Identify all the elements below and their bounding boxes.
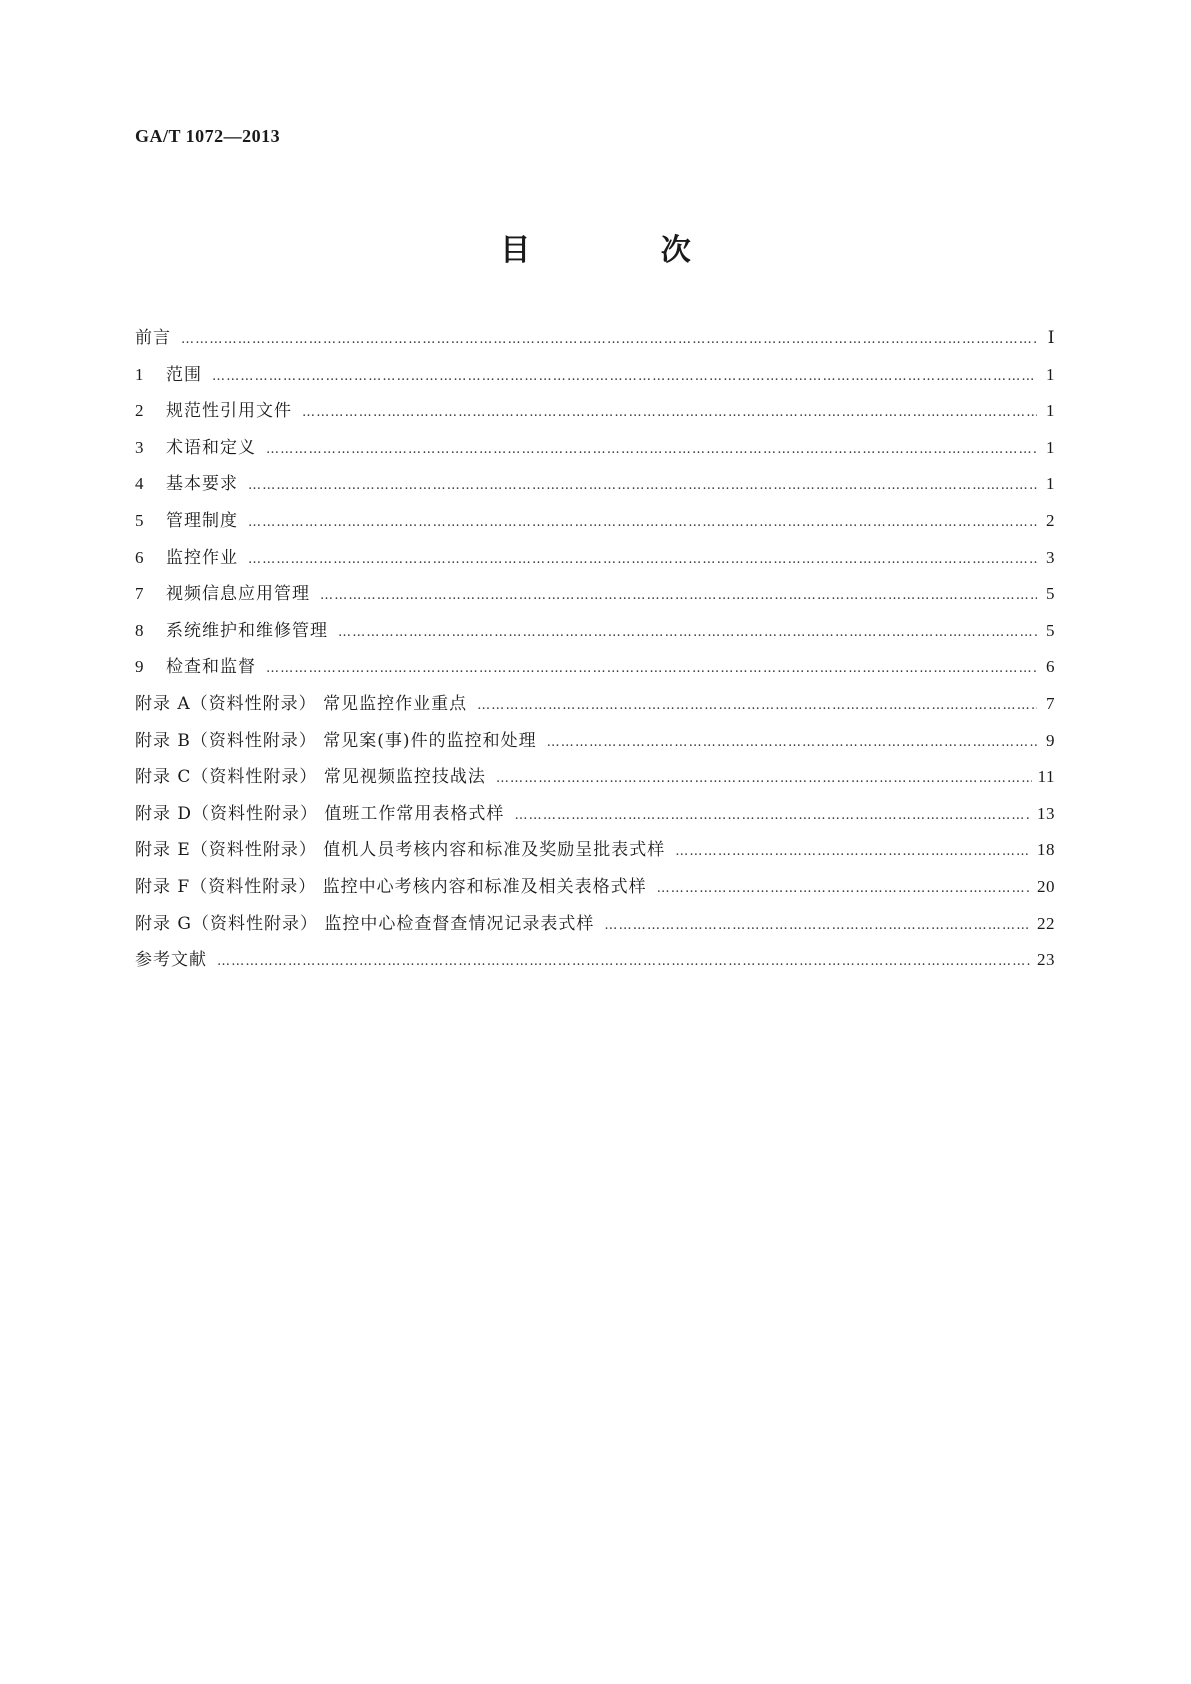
toc-dot-leader bbox=[675, 844, 1031, 859]
toc-entry-3[interactable] bbox=[135, 433, 1055, 470]
toc-entry-7[interactable] bbox=[135, 579, 1055, 616]
toc-dot-leader bbox=[248, 552, 1037, 567]
toc-entry-9[interactable] bbox=[135, 652, 1055, 689]
toc-entry-label: 附录 B（资料性附录） 常见案(事)件的监控和处理 bbox=[135, 730, 537, 751]
toc-dot-leader bbox=[266, 661, 1037, 676]
toc-entry-page: 1 bbox=[1046, 474, 1055, 494]
toc-entry-6[interactable] bbox=[135, 543, 1055, 580]
toc-entry-label: 系统维护和维修管理 bbox=[166, 620, 328, 641]
toc-entry-page: 1 bbox=[1046, 401, 1055, 421]
toc-entry-number: 1 bbox=[135, 364, 145, 384]
toc-entry-number: 8 bbox=[135, 620, 145, 640]
toc-dot-leader bbox=[302, 405, 1037, 420]
toc-dot-leader bbox=[212, 369, 1037, 384]
toc-dot-leader bbox=[514, 808, 1031, 823]
toc-entry-number: 6 bbox=[135, 547, 145, 567]
toc-entry-page: 20 bbox=[1037, 876, 1055, 896]
toc-entry-appendix-f[interactable] bbox=[135, 872, 1055, 909]
table-of-contents bbox=[135, 323, 1055, 982]
toc-entry-label: 术语和定义 bbox=[166, 437, 256, 458]
toc-entry-label: 参考文献 bbox=[135, 950, 207, 971]
toc-entry-page: 1 bbox=[1046, 364, 1055, 384]
toc-entry-number: 2 bbox=[135, 401, 145, 421]
toc-entry-label: 附录 G（资料性附录） 监控中心检查督查情况记录表式样 bbox=[135, 913, 595, 934]
toc-entry-label: 范围 bbox=[166, 364, 202, 385]
toc-entry-8[interactable] bbox=[135, 616, 1055, 653]
toc-entry-foreword[interactable] bbox=[135, 323, 1055, 360]
toc-entry-appendix-e[interactable] bbox=[135, 835, 1055, 872]
toc-entry-page: 13 bbox=[1037, 803, 1055, 823]
toc-dot-leader bbox=[181, 332, 1037, 347]
toc-entry-label: 规范性引用文件 bbox=[166, 401, 292, 422]
standard-code: GA/T 1072—2013 bbox=[135, 126, 281, 146]
toc-entry-label: 附录 E（资料性附录） 值机人员考核内容和标准及奖励呈批表式样 bbox=[135, 840, 666, 861]
toc-entry-label: 附录 F（资料性附录） 监控中心考核内容和标准及相关表格式样 bbox=[135, 876, 647, 897]
toc-entry-4[interactable] bbox=[135, 469, 1055, 506]
toc-entry-page: 7 bbox=[1046, 693, 1055, 713]
toc-entry-appendix-g[interactable] bbox=[135, 909, 1055, 946]
toc-entry-page: 6 bbox=[1046, 657, 1055, 677]
toc-entry-page: 5 bbox=[1046, 584, 1055, 604]
page-title: 目 次 bbox=[500, 233, 751, 268]
toc-dot-leader bbox=[657, 881, 1031, 896]
toc-entry-page: 5 bbox=[1046, 620, 1055, 640]
toc-entry-2[interactable] bbox=[135, 396, 1055, 433]
toc-entry-page: 22 bbox=[1037, 913, 1055, 933]
toc-dot-leader bbox=[248, 478, 1037, 493]
toc-dot-leader bbox=[547, 735, 1037, 750]
toc-entry-page: 9 bbox=[1046, 730, 1055, 750]
toc-entry-page: 3 bbox=[1046, 547, 1055, 567]
toc-entry-label: 附录 A（资料性附录） 常见监控作业重点 bbox=[135, 693, 468, 714]
toc-dot-leader bbox=[604, 918, 1031, 933]
toc-entry-label: 监控作业 bbox=[166, 547, 238, 568]
toc-entry-appendix-a[interactable] bbox=[135, 689, 1055, 726]
toc-entry-page: 1 bbox=[1046, 437, 1055, 457]
toc-entry-number: 9 bbox=[135, 657, 145, 677]
toc-dot-leader bbox=[320, 588, 1037, 603]
toc-dot-leader bbox=[477, 698, 1037, 713]
toc-entry-page: 11 bbox=[1037, 767, 1055, 787]
toc-entry-number: 4 bbox=[135, 474, 145, 494]
toc-dot-leader bbox=[217, 954, 1031, 969]
toc-entry-label: 基本要求 bbox=[166, 474, 238, 495]
toc-entry-bibliography[interactable] bbox=[135, 945, 1055, 982]
toc-entry-label: 视频信息应用管理 bbox=[166, 584, 310, 605]
toc-dot-leader bbox=[248, 515, 1037, 530]
toc-entry-page: 2 bbox=[1046, 510, 1055, 530]
toc-entry-number: 5 bbox=[135, 510, 145, 530]
toc-dot-leader bbox=[338, 625, 1037, 640]
toc-entry-label: 检查和监督 bbox=[166, 657, 256, 678]
toc-entry-1[interactable] bbox=[135, 360, 1055, 397]
toc-entry-number: 3 bbox=[135, 437, 145, 457]
toc-entry-label: 附录 D（资料性附录） 值班工作常用表格式样 bbox=[135, 803, 505, 824]
toc-entry-page: Ⅰ bbox=[1047, 328, 1055, 347]
toc-entry-label: 附录 C（资料性附录） 常见视频监控技战法 bbox=[135, 767, 486, 788]
toc-entry-page: 18 bbox=[1037, 840, 1055, 860]
toc-entry-page: 23 bbox=[1037, 950, 1055, 970]
toc-entry-5[interactable] bbox=[135, 506, 1055, 543]
toc-entry-label: 前言 bbox=[135, 328, 171, 348]
toc-dot-leader bbox=[266, 442, 1037, 457]
toc-dot-leader bbox=[496, 771, 1032, 786]
toc-entry-number: 7 bbox=[135, 584, 145, 604]
toc-entry-appendix-c[interactable] bbox=[135, 762, 1055, 799]
toc-entry-appendix-b[interactable] bbox=[135, 726, 1055, 763]
toc-entry-appendix-d[interactable] bbox=[135, 799, 1055, 836]
toc-entry-label: 管理制度 bbox=[166, 510, 238, 531]
